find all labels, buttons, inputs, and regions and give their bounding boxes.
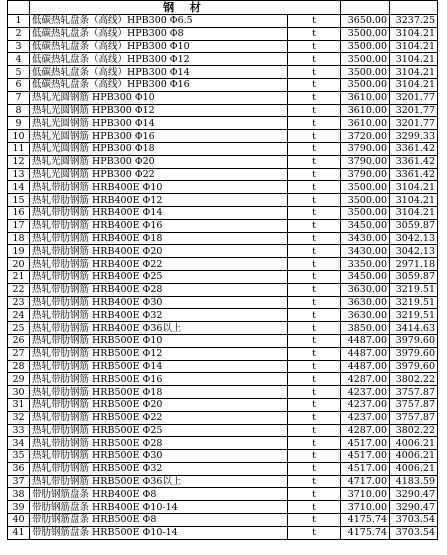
price-incl-tax: 3630.00 [341, 309, 390, 322]
row-number: 6 [8, 78, 30, 91]
item-unit: t [288, 66, 341, 79]
item-unit: t [288, 91, 341, 104]
row-number: 7 [8, 91, 30, 104]
item-unit: t [288, 232, 341, 245]
price-incl-tax: 4717.00 [341, 475, 390, 488]
item-name: 热轧带肋钢筋 HRB400E Φ12 [30, 194, 288, 207]
item-unit: t [288, 168, 341, 181]
table-row [8, 181, 438, 194]
item-name: 热轧带肋钢筋 HRB400E Φ32 [30, 309, 288, 322]
table-row [8, 78, 438, 91]
table-row [8, 219, 438, 232]
row-number: 17 [8, 219, 30, 232]
item-name: 热轧带肋钢筋 HRB500E Φ20 [30, 398, 288, 411]
item-name: 热轧带肋钢筋 HRB400E Φ28 [30, 283, 288, 296]
table-row [8, 309, 438, 322]
row-number: 21 [8, 270, 30, 283]
item-unit: t [288, 258, 341, 271]
price-excl-tax: 3104.21 [390, 66, 438, 79]
table-row [8, 386, 438, 399]
price-incl-tax: 3720.00 [341, 130, 390, 143]
row-number: 34 [8, 437, 30, 450]
item-name: 热轧光圆钢筋 HPB300 Φ18 [30, 142, 288, 155]
table-row [8, 450, 438, 463]
table-row [8, 501, 438, 514]
price-excl-tax: 4183.59 [390, 475, 438, 488]
price-incl-tax: 4517.00 [341, 450, 390, 463]
item-unit: t [288, 194, 341, 207]
item-unit: t [288, 219, 341, 232]
row-number: 38 [8, 488, 30, 501]
table-row [8, 53, 438, 66]
table-row [8, 270, 438, 283]
price-excl-tax: 3104.21 [390, 40, 438, 53]
item-name: 热轧带肋钢筋 HRB400E Φ25 [30, 270, 288, 283]
table-row [8, 66, 438, 79]
price-excl-tax: 3042.13 [390, 245, 438, 258]
item-name: 低碳热轧盘条（高线）HPB300 Φ14 [30, 66, 288, 79]
price-excl-tax: 3059.87 [390, 270, 438, 283]
price-table [7, 0, 438, 540]
price-excl-tax: 3237.25 [390, 15, 438, 28]
item-name: 热轧带肋钢筋 HRB500E Φ30 [30, 450, 288, 463]
item-unit: t [288, 142, 341, 155]
table-row [8, 322, 438, 335]
item-name: 带肋钢筋盘条 HRB400E Φ8 [30, 488, 288, 501]
table-row [8, 142, 438, 155]
row-number: 16 [8, 206, 30, 219]
item-name: 热轧带肋钢筋 HRB400E Φ30 [30, 296, 288, 309]
row-number: 39 [8, 501, 30, 514]
item-unit: t [288, 27, 341, 40]
price-incl-tax: 3790.00 [341, 142, 390, 155]
item-unit: t [288, 424, 341, 437]
table-row [8, 155, 438, 168]
price-incl-tax: 3710.00 [341, 501, 390, 514]
price-excl-tax: 3757.87 [390, 398, 438, 411]
price-incl-tax: 3610.00 [341, 104, 390, 117]
item-unit: t [288, 181, 341, 194]
item-name: 热轧光圆钢筋 HPB300 Φ16 [30, 130, 288, 143]
item-unit: t [288, 411, 341, 424]
item-name: 带肋钢筋盘条 HRB500E Φ8 [30, 514, 288, 527]
row-number: 19 [8, 245, 30, 258]
price-incl-tax: 3350.00 [341, 258, 390, 271]
section-title-row [8, 1, 438, 15]
item-unit: t [288, 437, 341, 450]
row-number: 32 [8, 411, 30, 424]
item-name: 热轧带肋钢筋 HRB500E Φ22 [30, 411, 288, 424]
price-excl-tax: 3104.21 [390, 27, 438, 40]
item-unit: t [288, 40, 341, 53]
row-number: 36 [8, 462, 30, 475]
table-row [8, 296, 438, 309]
price-excl-tax: 3104.21 [390, 181, 438, 194]
row-number: 28 [8, 360, 30, 373]
price-incl-tax: 3850.00 [341, 322, 390, 335]
price-incl-tax: 4517.00 [341, 462, 390, 475]
item-unit: t [288, 475, 341, 488]
price-incl-tax: 3710.00 [341, 488, 390, 501]
row-number: 22 [8, 283, 30, 296]
price-incl-tax: 4487.00 [341, 334, 390, 347]
table-row [8, 245, 438, 258]
price-excl-tax: 3104.21 [390, 53, 438, 66]
row-number: 18 [8, 232, 30, 245]
item-name: 低碳热轧盘条（高线）HPB300 Φ10 [30, 40, 288, 53]
item-unit: t [288, 104, 341, 117]
row-number: 30 [8, 386, 30, 399]
item-name: 带肋钢筋盘条 HRB500E Φ10-14 [30, 526, 288, 539]
price-incl-tax: 3500.00 [341, 181, 390, 194]
price-excl-tax: 3979.60 [390, 334, 438, 347]
price-incl-tax: 3610.00 [341, 91, 390, 104]
price-excl-tax: 3361.42 [390, 142, 438, 155]
price-excl-tax: 3361.42 [390, 168, 438, 181]
price-incl-tax: 4175.74 [341, 526, 390, 539]
price-incl-tax: 3500.00 [341, 40, 390, 53]
item-name: 热轧带肋钢筋 HRB500E Φ18 [30, 386, 288, 399]
table-row [8, 514, 438, 527]
price-excl-tax: 3414.63 [390, 322, 438, 335]
item-name: 热轧带肋钢筋 HRB500E Φ16 [30, 373, 288, 386]
item-name: 热轧光圆钢筋 HPB300 Φ20 [30, 155, 288, 168]
item-name: 低碳热轧盘条（高线）HPB300 Φ6.5 [30, 15, 288, 28]
price-excl-tax: 3299.33 [390, 130, 438, 143]
row-number: 35 [8, 450, 30, 463]
price-incl-tax: 3500.00 [341, 66, 390, 79]
row-number: 40 [8, 514, 30, 527]
item-name: 热轧光圆钢筋 HPB300 Φ12 [30, 104, 288, 117]
row-number: 3 [8, 40, 30, 53]
price-incl-tax: 3500.00 [341, 206, 390, 219]
table-row [8, 373, 438, 386]
table-row [8, 104, 438, 117]
item-name: 热轧带肋钢筋 HRB400E Φ14 [30, 206, 288, 219]
table-row [8, 91, 438, 104]
item-unit: t [288, 347, 341, 360]
item-unit: t [288, 130, 341, 143]
row-number: 1 [8, 15, 30, 28]
price-excl-tax: 4006.21 [390, 450, 438, 463]
row-number: 33 [8, 424, 30, 437]
price-excl-tax: 3757.87 [390, 386, 438, 399]
price-excl-tax: 3703.54 [390, 514, 438, 527]
item-unit: t [288, 488, 341, 501]
price-incl-tax: 4237.00 [341, 386, 390, 399]
row-number: 29 [8, 373, 30, 386]
price-excl-tax: 3290.47 [390, 488, 438, 501]
item-unit: t [288, 450, 341, 463]
table-row [8, 411, 438, 424]
price-incl-tax: 3500.00 [341, 194, 390, 207]
row-number: 14 [8, 181, 30, 194]
item-unit: t [288, 283, 341, 296]
item-unit: t [288, 373, 341, 386]
table-row [8, 130, 438, 143]
price-excl-tax: 4006.21 [390, 437, 438, 450]
price-incl-tax: 3500.00 [341, 78, 390, 91]
price-excl-tax: 3104.21 [390, 194, 438, 207]
table-row [8, 194, 438, 207]
price-excl-tax: 3219.51 [390, 283, 438, 296]
item-name: 低碳热轧盘条（高线）HPB300 Φ16 [30, 78, 288, 91]
price-excl-tax: 3290.47 [390, 501, 438, 514]
row-number: 20 [8, 258, 30, 271]
item-unit: t [288, 296, 341, 309]
item-name: 低碳热轧盘条（高线）HPB300 Φ12 [30, 53, 288, 66]
item-unit: t [288, 514, 341, 527]
table-row [8, 283, 438, 296]
price-incl-tax: 3630.00 [341, 283, 390, 296]
item-name: 热轧带肋钢筋 HRB400E Φ16 [30, 219, 288, 232]
item-unit: t [288, 270, 341, 283]
table-row [8, 40, 438, 53]
price-incl-tax: 3630.00 [341, 296, 390, 309]
item-name: 热轧带肋钢筋 HRB500E Φ25 [30, 424, 288, 437]
row-number: 26 [8, 334, 30, 347]
price-incl-tax: 3650.00 [341, 15, 390, 28]
row-number: 13 [8, 168, 30, 181]
item-unit: t [288, 15, 341, 28]
price-incl-tax: 4517.00 [341, 437, 390, 450]
price-excl-tax: 3757.87 [390, 411, 438, 424]
table-row [8, 168, 438, 181]
table-row [8, 462, 438, 475]
price-excl-tax: 3201.77 [390, 104, 438, 117]
price-excl-tax: 2971.18 [390, 258, 438, 271]
price-excl-tax: 3219.51 [390, 309, 438, 322]
item-name: 热轧带肋钢筋 HRB500E Φ10 [30, 334, 288, 347]
row-number: 8 [8, 104, 30, 117]
price-excl-tax: 3361.42 [390, 155, 438, 168]
price-incl-tax: 3500.00 [341, 53, 390, 66]
item-unit: t [288, 360, 341, 373]
item-unit: t [288, 462, 341, 475]
item-name: 热轧带肋钢筋 HRB400E Φ18 [30, 232, 288, 245]
item-unit: t [288, 155, 341, 168]
item-unit: t [288, 117, 341, 130]
price-incl-tax: 3430.00 [341, 232, 390, 245]
item-unit: t [288, 309, 341, 322]
price-incl-tax: 4175.74 [341, 514, 390, 527]
table-row [8, 15, 438, 28]
row-number: 31 [8, 398, 30, 411]
item-name: 热轧光圆钢筋 HPB300 Φ10 [30, 91, 288, 104]
price-excl-tax: 3979.60 [390, 360, 438, 373]
item-unit: t [288, 206, 341, 219]
price-excl-tax: 3104.21 [390, 78, 438, 91]
price-excl-tax: 4006.21 [390, 462, 438, 475]
item-unit: t [288, 398, 341, 411]
row-number: 4 [8, 53, 30, 66]
price-incl-tax: 4287.00 [341, 373, 390, 386]
price-incl-tax: 4237.00 [341, 411, 390, 424]
price-excl-tax: 3703.54 [390, 526, 438, 539]
table-row [8, 347, 438, 360]
table-row [8, 526, 438, 539]
table-row [8, 488, 438, 501]
row-number: 10 [8, 130, 30, 143]
table-row [8, 206, 438, 219]
price-incl-tax: 4487.00 [341, 347, 390, 360]
item-unit: t [288, 386, 341, 399]
item-name: 热轧带肋钢筋 HRB400E Φ10 [30, 181, 288, 194]
item-unit: t [288, 322, 341, 335]
price-excl-tax: 3104.21 [390, 206, 438, 219]
row-number: 15 [8, 194, 30, 207]
row-number: 41 [8, 526, 30, 539]
row-number: 2 [8, 27, 30, 40]
row-number: 11 [8, 142, 30, 155]
item-name: 带肋钢筋盘条 HRB400E Φ10-14 [30, 501, 288, 514]
price-incl-tax: 3500.00 [341, 27, 390, 40]
item-unit: t [288, 53, 341, 66]
item-name: 热轧带肋钢筋 HRB400E Φ36以上 [30, 322, 288, 335]
price-excl-tax: 3979.60 [390, 347, 438, 360]
price-excl-tax: 3802.22 [390, 373, 438, 386]
table-row [8, 475, 438, 488]
table-row [8, 258, 438, 271]
table-row [8, 360, 438, 373]
price-excl-tax: 3042.13 [390, 232, 438, 245]
table-row [8, 398, 438, 411]
table-row [8, 27, 438, 40]
price-incl-tax: 3450.00 [341, 270, 390, 283]
item-name: 热轧带肋钢筋 HRB500E Φ12 [30, 347, 288, 360]
price-excl-tax: 3219.51 [390, 296, 438, 309]
table-row [8, 117, 438, 130]
row-number: 27 [8, 347, 30, 360]
item-name: 热轧带肋钢筋 HRB500E Φ14 [30, 360, 288, 373]
item-name: 热轧带肋钢筋 HRB500E Φ32 [30, 462, 288, 475]
item-name: 热轧光圆钢筋 HPB300 Φ14 [30, 117, 288, 130]
item-unit: t [288, 501, 341, 514]
row-number: 37 [8, 475, 30, 488]
item-name: 热轧带肋钢筋 HRB400E Φ20 [30, 245, 288, 258]
price-incl-tax: 3790.00 [341, 155, 390, 168]
price-incl-tax: 4487.00 [341, 360, 390, 373]
table-row [8, 334, 438, 347]
price-excl-tax: 3059.87 [390, 219, 438, 232]
row-number: 9 [8, 117, 30, 130]
item-unit: t [288, 78, 341, 91]
item-name: 热轧带肋钢筋 HRB400E Φ22 [30, 258, 288, 271]
item-name: 热轧光圆钢筋 HPB300 Φ22 [30, 168, 288, 181]
row-number: 23 [8, 296, 30, 309]
price-excl-tax: 3802.22 [390, 424, 438, 437]
price-incl-tax: 4237.00 [341, 398, 390, 411]
price-incl-tax: 3610.00 [341, 117, 390, 130]
row-number: 12 [8, 155, 30, 168]
item-unit: t [288, 526, 341, 539]
price-incl-tax: 3450.00 [341, 219, 390, 232]
row-number: 25 [8, 322, 30, 335]
row-number: 24 [8, 309, 30, 322]
table-row [8, 437, 438, 450]
price-excl-tax: 3201.77 [390, 117, 438, 130]
item-unit: t [288, 334, 341, 347]
item-name: 热轧带肋钢筋 HRB500E Φ36以上 [30, 475, 288, 488]
table-row [8, 424, 438, 437]
table-row [8, 232, 438, 245]
row-number: 5 [8, 66, 30, 79]
price-incl-tax: 3790.00 [341, 168, 390, 181]
item-name: 热轧带肋钢筋 HRB500E Φ28 [30, 437, 288, 450]
item-unit: t [288, 245, 341, 258]
price-incl-tax: 3430.00 [341, 245, 390, 258]
section-title: 钢 材 [30, 1, 341, 15]
price-incl-tax: 4287.00 [341, 424, 390, 437]
item-name: 低碳热轧盘条（高线）HPB300 Φ8 [30, 27, 288, 40]
price-excl-tax: 3201.77 [390, 91, 438, 104]
